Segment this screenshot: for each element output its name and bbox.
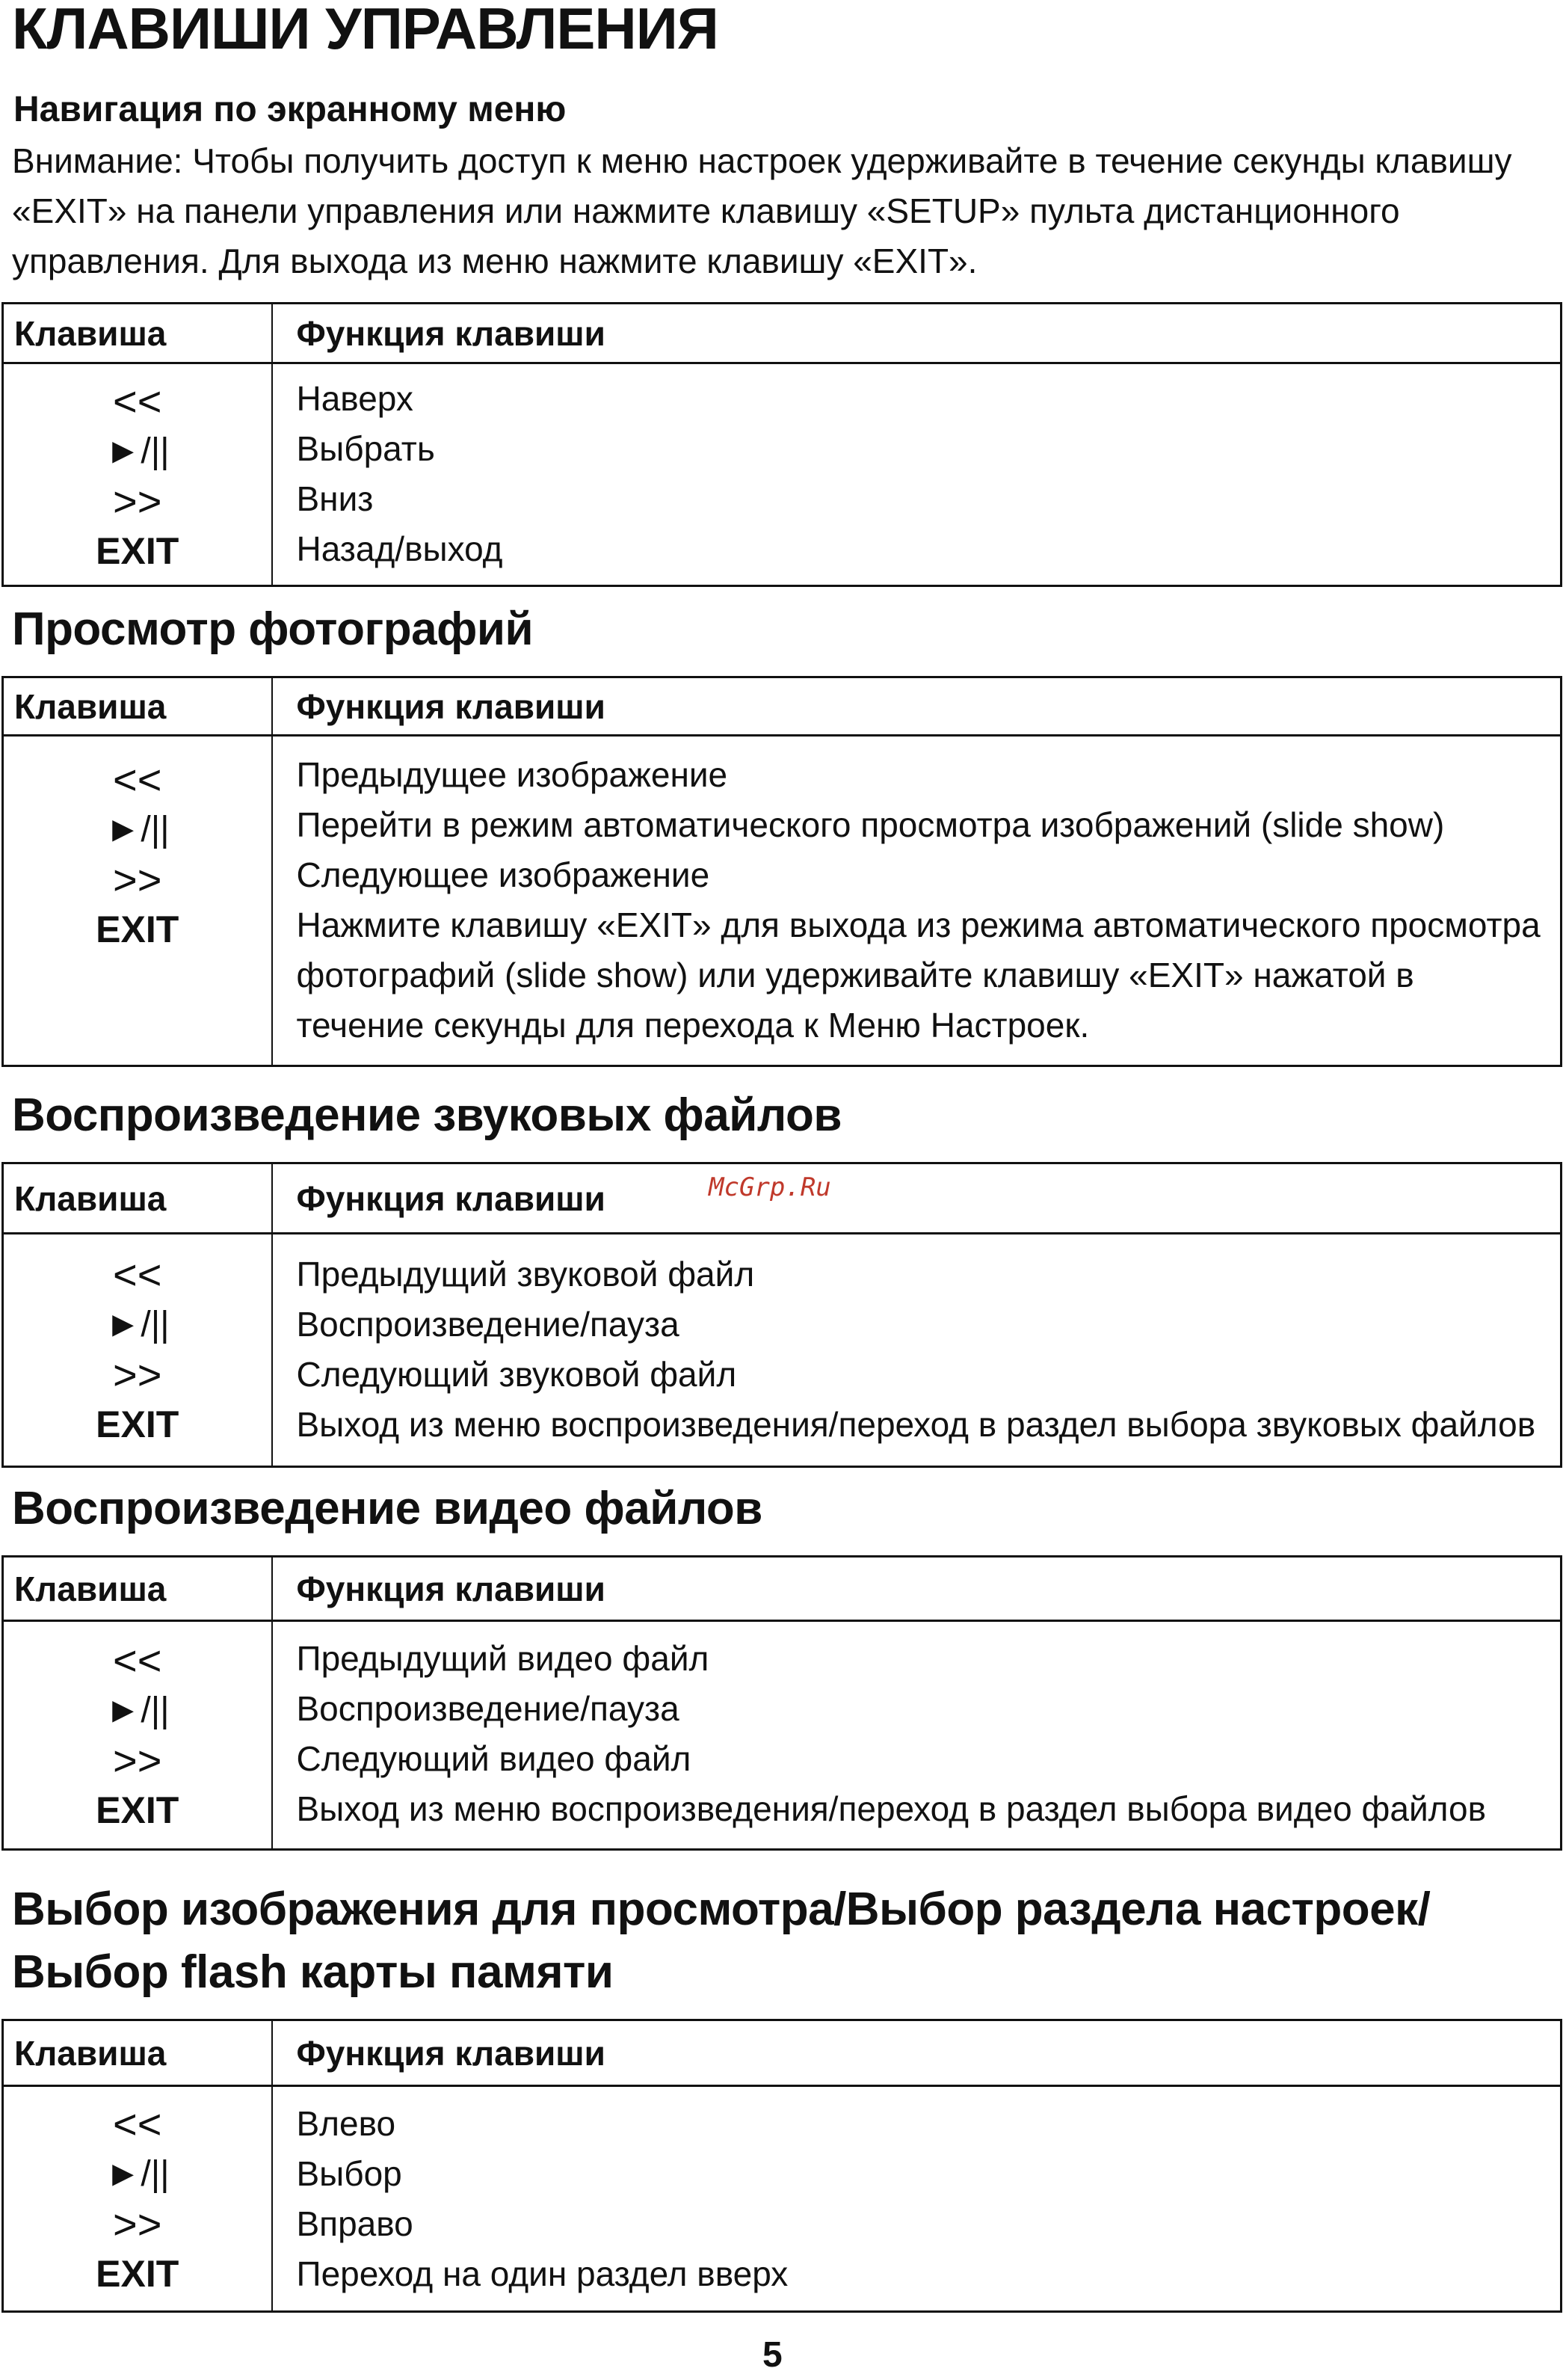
rewind-key-icon: << <box>113 1251 162 1298</box>
function-column-header: Функция клавиши <box>272 1163 1562 1234</box>
function-item: Вправо <box>296 2204 413 2243</box>
exit-key-label: EXIT <box>96 530 179 572</box>
key-list <box>3 2086 272 2312</box>
function-item: Воспроизведение/пауза <box>296 1689 679 1728</box>
function-item: Влево <box>296 2104 396 2143</box>
key-list <box>3 363 272 586</box>
menu-navigation-subheading: Навигация по экранному меню <box>13 90 567 129</box>
key-column-header: Клавиша <box>3 304 272 363</box>
intro-paragraph: Внимание: Чтобы получить доступ к меню настроек удерживайте в течение секунды клавишу «EXIT» на панели управления или нажмите клавишу «SETUP» пульта дистанционного управления. Для выхода из меню нажмите клавишу «EXIT». <box>12 141 1512 280</box>
function-item: Наверх <box>296 379 413 418</box>
play-pause-key-icon: ►/|| <box>105 2154 170 2194</box>
watermark: McGrp.Ru <box>709 1172 831 1202</box>
fast-forward-key-icon: >> <box>113 1351 162 1398</box>
function-column-header: Функция клавиши <box>272 2020 1562 2086</box>
key-list <box>3 1621 272 1850</box>
function-item: Вниз <box>296 479 374 518</box>
rewind-key-icon: << <box>113 756 162 803</box>
exit-key-label: EXIT <box>96 1403 179 1445</box>
function-list <box>272 736 1562 1066</box>
play-pause-key-icon: ►/|| <box>105 431 170 471</box>
key-list <box>3 1234 272 1467</box>
fast-forward-key-icon: >> <box>113 478 162 525</box>
function-item: Выбрать <box>296 429 435 468</box>
play-pause-key-icon: ►/|| <box>105 1305 170 1344</box>
function-list <box>272 1621 1562 1850</box>
function-item: Выход из меню воспроизведения/переход в раздел выбора видео файлов <box>296 1789 1487 1828</box>
function-item: Предыдущий звуковой файл <box>296 1255 755 1294</box>
exit-key-label: EXIT <box>96 2253 179 2295</box>
function-item: Выход из меню воспроизведения/переход в раздел выбора звуковых файлов <box>296 1405 1536 1444</box>
page-title: КЛАВИШИ УПРАВЛЕНИЯ <box>12 0 718 61</box>
function-list <box>272 363 1562 586</box>
function-item: Перейти в режим автоматического просмотра изображений (slide show) <box>296 805 1445 844</box>
function-item: Выбор <box>296 2154 402 2193</box>
rewind-key-icon: << <box>113 1637 162 1684</box>
function-item: Воспроизведение/пауза <box>296 1305 679 1344</box>
exit-key-label: EXIT <box>96 1789 179 1831</box>
page-number: 5 <box>762 2335 783 2375</box>
key-list <box>3 736 272 1066</box>
function-column-header: Функция клавиши <box>272 677 1562 736</box>
audio-playback-section-title: Воспроизведение звуковых файлов <box>12 1089 842 1141</box>
key-column-header: Клавиша <box>3 677 272 736</box>
selection-table <box>1 2019 1562 2313</box>
video-playback-section-title: Воспроизведение видео файлов <box>12 1483 762 1534</box>
selection-section-title: Выбор изображения для просмотра/Выбор раздела настроек/Выбор flash карты памяти <box>12 1884 1431 1998</box>
function-item: Предыдущее изображение <box>296 755 728 794</box>
play-pause-key-icon: ►/|| <box>105 1691 170 1730</box>
fast-forward-key-icon: >> <box>113 1737 162 1784</box>
function-item: Нажмите клавишу «EXIT» для выхода из режима автоматического просмотра фотографий (slide show) или удерживайте клавишу «EXIT» нажатой в течение секунды для перехода к Меню Настроек. <box>296 905 1541 1045</box>
function-item: Назад/выход <box>296 529 503 568</box>
fast-forward-key-icon: >> <box>113 856 162 903</box>
function-item: Следующее изображение <box>296 855 710 894</box>
function-item: Следующий звуковой файл <box>296 1355 737 1394</box>
audio-playback-table <box>1 1162 1562 1468</box>
function-column-header: Функция клавиши <box>272 304 1562 363</box>
function-column-header: Функция клавиши <box>272 1557 1562 1621</box>
function-item: Предыдущий видео файл <box>296 1639 709 1678</box>
key-column-header: Клавиша <box>3 2020 272 2086</box>
play-pause-key-icon: ►/|| <box>105 810 170 849</box>
fast-forward-key-icon: >> <box>113 2201 162 2248</box>
function-list <box>272 1234 1562 1467</box>
rewind-key-icon: << <box>113 2100 162 2147</box>
key-column-header: Клавиша <box>3 1163 272 1234</box>
rewind-key-icon: << <box>113 378 162 425</box>
photo-viewing-table <box>1 676 1562 1067</box>
function-list <box>272 2086 1562 2312</box>
exit-key-label: EXIT <box>96 908 179 950</box>
menu-navigation-table <box>1 302 1562 587</box>
video-playback-table <box>1 1555 1562 1851</box>
photo-viewing-section-title: Просмотр фотографий <box>12 603 534 655</box>
key-column-header: Клавиша <box>3 1557 272 1621</box>
function-item: Переход на один раздел вверх <box>296 2254 789 2293</box>
function-item: Следующий видео файл <box>296 1739 691 1778</box>
